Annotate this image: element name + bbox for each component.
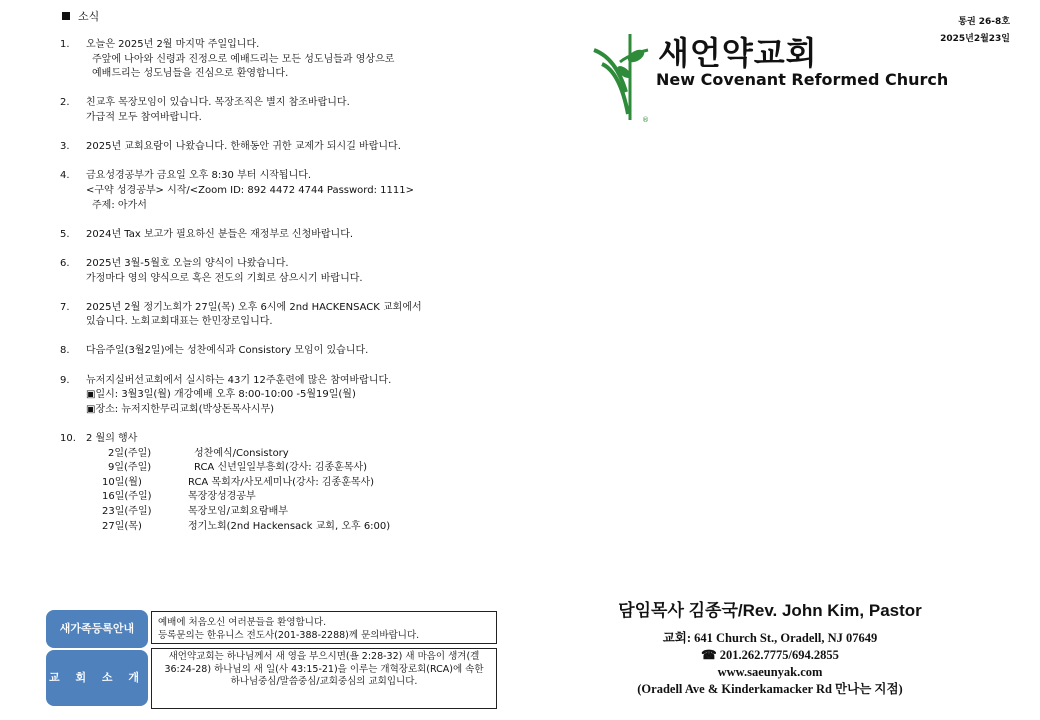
- event-date: 9일(주일): [108, 462, 152, 474]
- news-item: [60, 169, 530, 213]
- news-item: [60, 374, 530, 418]
- intro-label: 교 회 소 개: [46, 650, 148, 706]
- registration-box: [151, 611, 497, 644]
- masthead-column: [560, 0, 1040, 720]
- news-number: 10.: [60, 433, 76, 445]
- issue-volume: 통권 26-8호: [958, 17, 1010, 27]
- news-line: 금요성경공부가 금요일 오후 8:30 부터 시작됩니다.: [86, 170, 312, 182]
- event-row: [86, 520, 530, 535]
- news-number: 3.: [60, 141, 70, 153]
- issue-date: 2025년2월23일: [940, 34, 1010, 44]
- news-item: [60, 96, 530, 125]
- news-item: [60, 228, 530, 243]
- news-number: 8.: [60, 345, 70, 357]
- news-line: 있습니다. 노회교회대표는 한민장로입니다.: [86, 316, 273, 328]
- news-line: <구약 성경공부> 시작/<Zoom ID: 892 4472 4744 Password: 1111>: [86, 184, 414, 196]
- intro-text: 새언약교회는 하나님께서 새 영을 부으시면(욜 2:28-32) 새 마음이 생겨(겔 36:24-28) 하나님의 새 일(사 43:15-21)을 이루는 개혁장로회(RCA)에 속한 하나님중심/말씀중심/교회중심의 교회입니다.: [164, 651, 484, 687]
- events-section: [60, 432, 530, 534]
- news-line: 다음주일(3월2일)에는 성찬예식과 Consistory 모임이 있습니다.: [86, 345, 369, 357]
- news-number: 2.: [60, 97, 70, 109]
- news-number: 5.: [60, 228, 70, 240]
- cross-leaf-icon: [590, 32, 660, 124]
- news-line: 주앞에 나아와 신령과 진정으로 예배드리는 모든 성도님들과 영상으로: [92, 53, 395, 65]
- event-date: 23일(주일): [102, 506, 152, 517]
- news-number: 4.: [60, 170, 70, 182]
- news-number: 7.: [60, 301, 70, 313]
- event-desc: 성찬예식/Consistory: [194, 447, 289, 459]
- news-line: 뉴저지실버선교회에서 실시하는 43기 12주훈련에 많은 참여바랍니다.: [86, 374, 392, 386]
- registration-line: 등록문의는 한유니스 전도사(201-388-2288)께 문의바랍니다.: [158, 630, 420, 641]
- event-date: 16일(주일): [102, 491, 152, 503]
- news-line: 가급적 모두 참여바랍니다.: [86, 111, 202, 123]
- event-row: [86, 505, 530, 520]
- event-desc: 정기노회(2nd Hackensack 교회, 오후 6:00): [188, 520, 391, 532]
- event-date: 10일(월): [102, 476, 142, 488]
- news-line: 주제: 아가서: [92, 199, 147, 211]
- news-number: 9.: [60, 374, 70, 386]
- event-row: [86, 461, 530, 476]
- church-directions: (Oradell Ave & Kinderkamacker Rd 만나는 지점): [637, 682, 903, 696]
- events-title: 2 월의 행사: [86, 433, 138, 445]
- news-line: 2024년 Tax 보고가 필요하신 분들은 재정부로 신청바랍니다.: [86, 228, 354, 240]
- church-logo: [590, 28, 990, 128]
- registration-line: 예배에 처음오신 여러분들을 환영합니다.: [158, 617, 327, 628]
- event-desc: RCA 신년일일부흥회(강사: 김종훈목사): [194, 462, 368, 474]
- news-line: ▣장소: 뉴저지한무리교회(박상돈목사시무): [86, 403, 275, 415]
- church-name-english: New Covenant Reformed Church: [656, 70, 949, 89]
- news-line: 2025년 2월 정기노회가 27일(목) 오후 6시에 2nd HACKENSACK 교회에서: [86, 301, 422, 313]
- news-list: [60, 38, 530, 549]
- news-line: 2025년 3월-5월호 오늘의 양식이 나왔습니다.: [86, 257, 289, 269]
- news-number: 1.: [60, 39, 70, 50]
- news-number: 6.: [60, 257, 70, 269]
- event-row: [86, 447, 530, 462]
- news-line: ▣일시: 3월3일(월) 개강예배 오후 8:00-10:00 -5월19일(월): [86, 389, 356, 401]
- news-item: [60, 344, 530, 359]
- pastor-name: 담임목사 김종국/Rev. John Kim, Pastor: [618, 601, 922, 620]
- square-bullet-icon: [62, 12, 70, 20]
- event-desc: RCA 목회자/사모세미나(강사: 김종훈목사): [188, 476, 375, 488]
- news-line: 친교후 목장모임이 있습니다. 목장조직은 별지 참조바랍니다.: [86, 97, 350, 109]
- section-title: 소식: [62, 8, 99, 24]
- news-line: 가정마다 영의 양식으로 혹은 전도의 기회로 삼으시기 바랍니다.: [86, 272, 363, 284]
- news-line: 2025년 교회요람이 나왔습니다. 한해동안 귀한 교제가 되시길 바랍니다.: [86, 141, 401, 153]
- registration-label: 새가족등록안내: [46, 610, 148, 648]
- event-desc: 목장장성경공부: [188, 491, 256, 503]
- church-phone: ☎ 201.262.7775/694.2855: [701, 648, 839, 662]
- news-item: [60, 257, 530, 286]
- news-item: [60, 301, 530, 330]
- church-name-korean: 새언약교회: [658, 34, 818, 72]
- event-row: [86, 490, 530, 505]
- news-line: 오늘은 2025년 2월 마지막 주일입니다.: [86, 39, 260, 50]
- event-desc: 목장모임/교회요람배부: [188, 506, 288, 517]
- news-item: [60, 140, 530, 155]
- intro-box: [151, 648, 497, 709]
- event-date: 27일(목): [102, 520, 142, 532]
- church-website[interactable]: www.saeunyak.com: [717, 665, 823, 679]
- event-row: [86, 476, 530, 491]
- event-date: 2일(주일): [108, 447, 152, 459]
- contact-info: [560, 630, 980, 698]
- news-line: 예배드리는 성도님들을 진심으로 환영합니다.: [92, 68, 289, 80]
- church-address: 교회: 641 Church St., Oradell, NJ 07649: [662, 631, 878, 645]
- svg-text:®: ®: [642, 116, 649, 124]
- news-item: [60, 38, 530, 82]
